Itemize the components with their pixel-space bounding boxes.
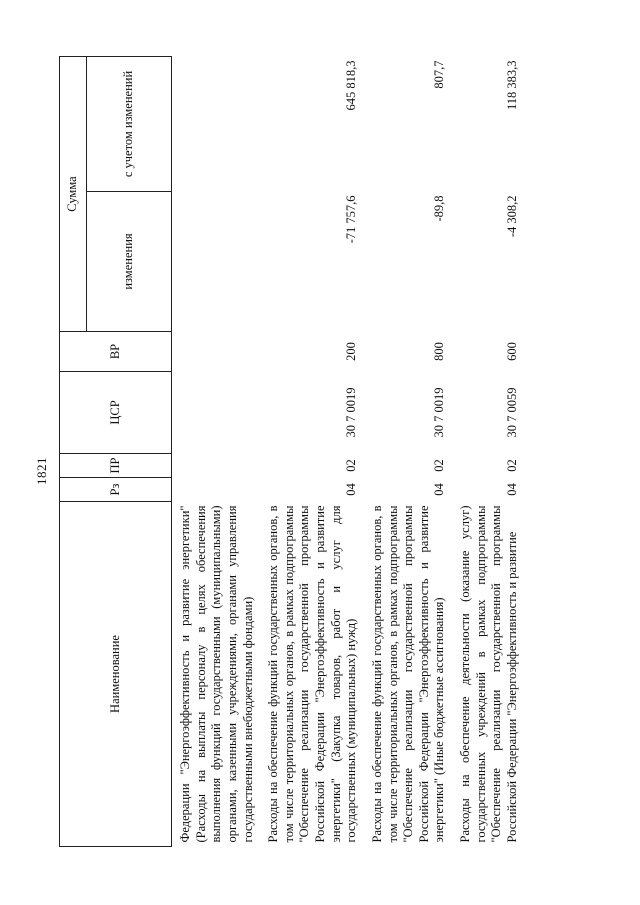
row-change <box>172 192 261 332</box>
row-name: Федерации "Энергоэффективность и развитие энергетики" (Расходы на выплаты персоналу в целях обеспечения выполнения функций государственными (муниципальными) органами, казенными учреждениями, органами управления государственными внебюджетными фондами) <box>178 505 255 843</box>
header-name: Наименование <box>60 502 172 847</box>
row-change: -71 757,6 <box>344 195 359 244</box>
row-pr: 02 <box>504 459 519 472</box>
table-row <box>172 57 261 847</box>
row-pr: 02 <box>432 459 447 472</box>
row-name: Расходы на обеспечение функций государственных органов, в том числе территориальных органов, в рамках подпрограммы "Обеспечение реализации государственной программы Российской Федерации "Энергоэффективность и развитие энергетики" (Иные бюджетные ассигнования) <box>369 505 447 843</box>
row-vr: 600 <box>504 342 519 361</box>
row-total: 807,7 <box>432 60 447 89</box>
header-with-changes: с учетом изменений <box>87 57 172 192</box>
row-change: -4 308,2 <box>504 195 519 238</box>
header-pr: ПР <box>60 454 172 478</box>
row-csr: 30 7 0019 <box>432 387 447 438</box>
table-row <box>452 57 525 847</box>
row-name: Расходы на обеспечение деятельности (оказание услуг) государственных учреждений в рамках подпрограммы "Обеспечение реализации государственной программы Российской Федерации "Энергоэффективность и развитие <box>458 505 519 843</box>
row-total: 118 383,3 <box>504 60 519 111</box>
header-changes: изменения <box>87 192 172 332</box>
header-row <box>60 57 87 847</box>
row-csr: 30 7 0019 <box>344 387 359 438</box>
row-rz: 04 <box>432 483 447 496</box>
table-row <box>364 57 452 847</box>
header-rz: Рз <box>60 478 172 502</box>
header-csr: ЦСР <box>60 372 172 454</box>
row-total <box>172 57 261 192</box>
page-number: 1821 <box>34 457 49 485</box>
row-pr <box>172 454 261 478</box>
row-rz: 04 <box>504 483 519 496</box>
row-rz: 04 <box>344 483 359 496</box>
row-name: Расходы на обеспечение функций государственных органов, в том числе территориальных органов, в рамках подпрограммы "Обеспечение реализации государственной программы Российской Федерации "Энергоэффективность и развитие энергетики" (Закупка товаров, работ и услуг для государственных (муниципальных) нужд) <box>266 505 359 843</box>
row-csr <box>172 372 261 454</box>
row-pr: 02 <box>344 459 359 472</box>
header-sum: Сумма <box>60 57 87 332</box>
row-total: 645 818,3 <box>344 60 359 111</box>
header-vr: ВР <box>60 332 172 372</box>
row-vr: 200 <box>344 342 359 361</box>
table-row <box>260 57 364 847</box>
row-change: -89,8 <box>432 195 447 222</box>
row-rz <box>172 478 261 502</box>
row-vr: 800 <box>432 342 447 361</box>
row-csr: 30 7 0059 <box>504 387 519 438</box>
budget-table <box>59 56 525 847</box>
row-vr <box>172 332 261 372</box>
